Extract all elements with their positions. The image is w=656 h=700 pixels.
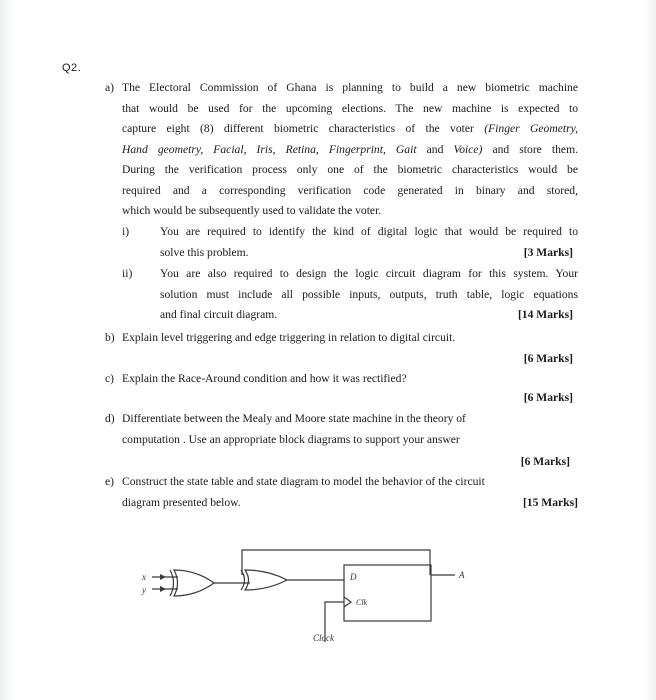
part-a-line-4-italic-b: Voice)	[453, 142, 483, 156]
wire-clock	[325, 602, 344, 637]
sub-i-marks: [3 Marks]	[523, 245, 573, 259]
sub-ii-line-3: and final circuit diagram.	[160, 308, 278, 321]
part-d-line-1: Differentiate between the Mealy and Moore state machine in the theory of	[122, 412, 466, 425]
sub-i-line-2: solve this problem.	[160, 245, 249, 259]
part-e-line-2: diagram presented below.	[122, 495, 241, 509]
output-a-label: A	[459, 570, 465, 580]
part-e-marks: [15 Marks]	[522, 495, 578, 509]
ff-d-label: D	[350, 572, 357, 582]
part-d-marks: [6 Marks]	[520, 455, 570, 468]
part-a-line-3-italic: (Finger Geometry,	[484, 122, 578, 135]
part-a-line-4-italic-a: Hand geometry, Facial, Iris, Retina, Fingerprint, Gait	[122, 142, 417, 156]
or-gate-1	[174, 570, 214, 596]
part-a-line-1: The Electoral Commission of Ghana is planning to build a new biometric machine	[122, 81, 578, 94]
sub-ii-marks: [14 Marks]	[517, 308, 573, 321]
arrow-y	[160, 586, 166, 592]
clock-label: Clock	[313, 633, 334, 643]
or-gate-2	[245, 570, 287, 590]
wire-feedback	[242, 550, 430, 575]
part-c-text: Explain the Race-Around condition and how it was rectified?	[122, 372, 407, 385]
question-number: Q2.	[62, 62, 82, 74]
part-a-line-6: required and a corresponding verification code generated in binary and stored,	[122, 183, 578, 197]
part-e-label: e)	[105, 475, 115, 488]
input-x-label: x	[142, 572, 146, 582]
part-a-line-7: which would be subsequently used to validate the voter.	[122, 204, 382, 217]
part-d-label: d)	[105, 412, 115, 425]
part-a-line-4-plain: and	[416, 142, 454, 156]
part-a-line-5: During the verification process only one of the biometric characteristics would be	[122, 163, 578, 176]
sub-ii-label: ii)	[122, 267, 133, 280]
part-c-marks: [6 Marks]	[523, 391, 573, 404]
part-a-line-2: that would be used for the upcoming elections. The new machine is expected to	[122, 101, 578, 115]
part-a-line-4-suffix: and store them.	[482, 142, 578, 156]
sub-ii-line-1: You are also required to design the logic circuit diagram for this system. Your	[160, 267, 578, 280]
part-c-label: c)	[105, 372, 115, 385]
input-y-label: y	[142, 585, 146, 595]
sub-i-line-1: You are required to identify the kind of digital logic that would be required to	[160, 225, 578, 238]
sub-i-label: i)	[122, 225, 130, 238]
part-a-line-3-prefix: capture eight (8) different biometric characteristics of the voter	[122, 122, 485, 135]
d-flip-flop	[344, 565, 431, 621]
or-gate-1-back	[170, 570, 174, 596]
ff-clk-label: Clk	[356, 598, 368, 607]
part-a-label: a)	[105, 81, 115, 94]
arrow-x	[160, 574, 166, 580]
sub-ii-line-2: solution must include all possible inputs, outputs, truth table, logic equations	[160, 287, 578, 301]
part-b-label: b)	[105, 331, 115, 344]
part-b-text: Explain level triggering and edge triggering in relation to digital circuit.	[122, 331, 456, 344]
clock-triangle	[344, 597, 351, 607]
part-b-marks: [6 Marks]	[523, 352, 573, 365]
part-d-line-2: computation . Use an appropriate block diagrams to support your answer	[122, 432, 460, 446]
part-e-line-1: Construct the state table and state diagram to model the behavior of the circuit	[122, 475, 485, 488]
